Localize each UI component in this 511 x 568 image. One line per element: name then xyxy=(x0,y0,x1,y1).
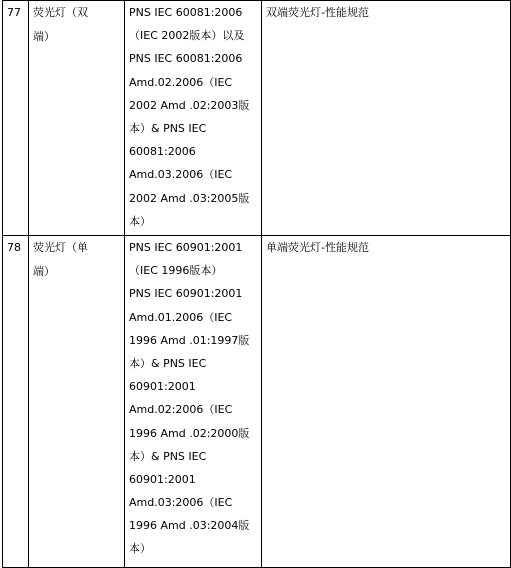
standard-line: 60081:2006 xyxy=(129,145,196,159)
standard-line: （IEC 2002版本）以及 xyxy=(129,29,245,43)
standard-line: 1996 Amd .03:2004版 xyxy=(129,519,250,533)
standard-line: Amd.02.2006（IEC xyxy=(129,75,233,89)
standard-line: 本）& PNS IEC xyxy=(129,356,207,370)
standard-line: 本）& PNS IEC xyxy=(129,449,207,463)
standard-line: Amd.03:2006（IEC xyxy=(129,496,233,510)
product-line: 荧光灯（单 xyxy=(33,241,88,254)
standard-line: 2002 Amd .03:2005版 xyxy=(129,191,250,205)
standard-line: Amd.02:2006（IEC xyxy=(129,403,233,417)
standard-cell xyxy=(125,1,262,236)
standard-line: Amd.03.2006（IEC xyxy=(129,168,233,182)
row-number-cell xyxy=(3,236,29,568)
standard-line: 本）& PNS IEC xyxy=(129,121,207,135)
standard-line: PNS IEC 60081:2006 xyxy=(129,6,243,19)
standard-line: Amd.01.2006（IEC xyxy=(129,310,233,324)
table-row xyxy=(3,236,511,568)
standard-line: 60901:2001 xyxy=(129,380,196,394)
standards-table xyxy=(2,0,511,568)
product-line: 端） xyxy=(33,30,55,43)
product-line: 荧光灯（双 xyxy=(33,6,88,19)
standard-line: （IEC 1996版本） xyxy=(129,264,223,278)
standard-title: 单端荧光灯-性能规范 xyxy=(266,241,369,254)
standard-line: 1996 Amd .02:2000版 xyxy=(129,426,250,440)
title-cell xyxy=(262,1,511,236)
product-line: 端） xyxy=(33,265,55,278)
standard-line: PNS IEC 60901:2001 xyxy=(129,287,243,301)
table-row xyxy=(3,1,511,236)
standard-line: 1996 Amd .01:1997版 xyxy=(129,333,250,347)
standard-title: 双端荧光灯-性能规范 xyxy=(266,6,369,19)
standard-cell xyxy=(125,236,262,568)
row-number-cell xyxy=(3,1,29,236)
standard-line: 本） xyxy=(129,214,151,228)
standard-line: PNS IEC 60081:2006 xyxy=(129,52,243,66)
standard-line: 60901:2001 xyxy=(129,472,196,486)
row-number: 77 xyxy=(7,6,21,19)
product-cell xyxy=(29,236,125,568)
standard-line: 2002 Amd .02:2003版 xyxy=(129,98,250,112)
row-number: 78 xyxy=(7,241,21,254)
standard-line: 本） xyxy=(129,542,151,556)
standard-line: PNS IEC 60901:2001 xyxy=(129,241,243,254)
title-cell xyxy=(262,236,511,568)
product-cell xyxy=(29,1,125,236)
